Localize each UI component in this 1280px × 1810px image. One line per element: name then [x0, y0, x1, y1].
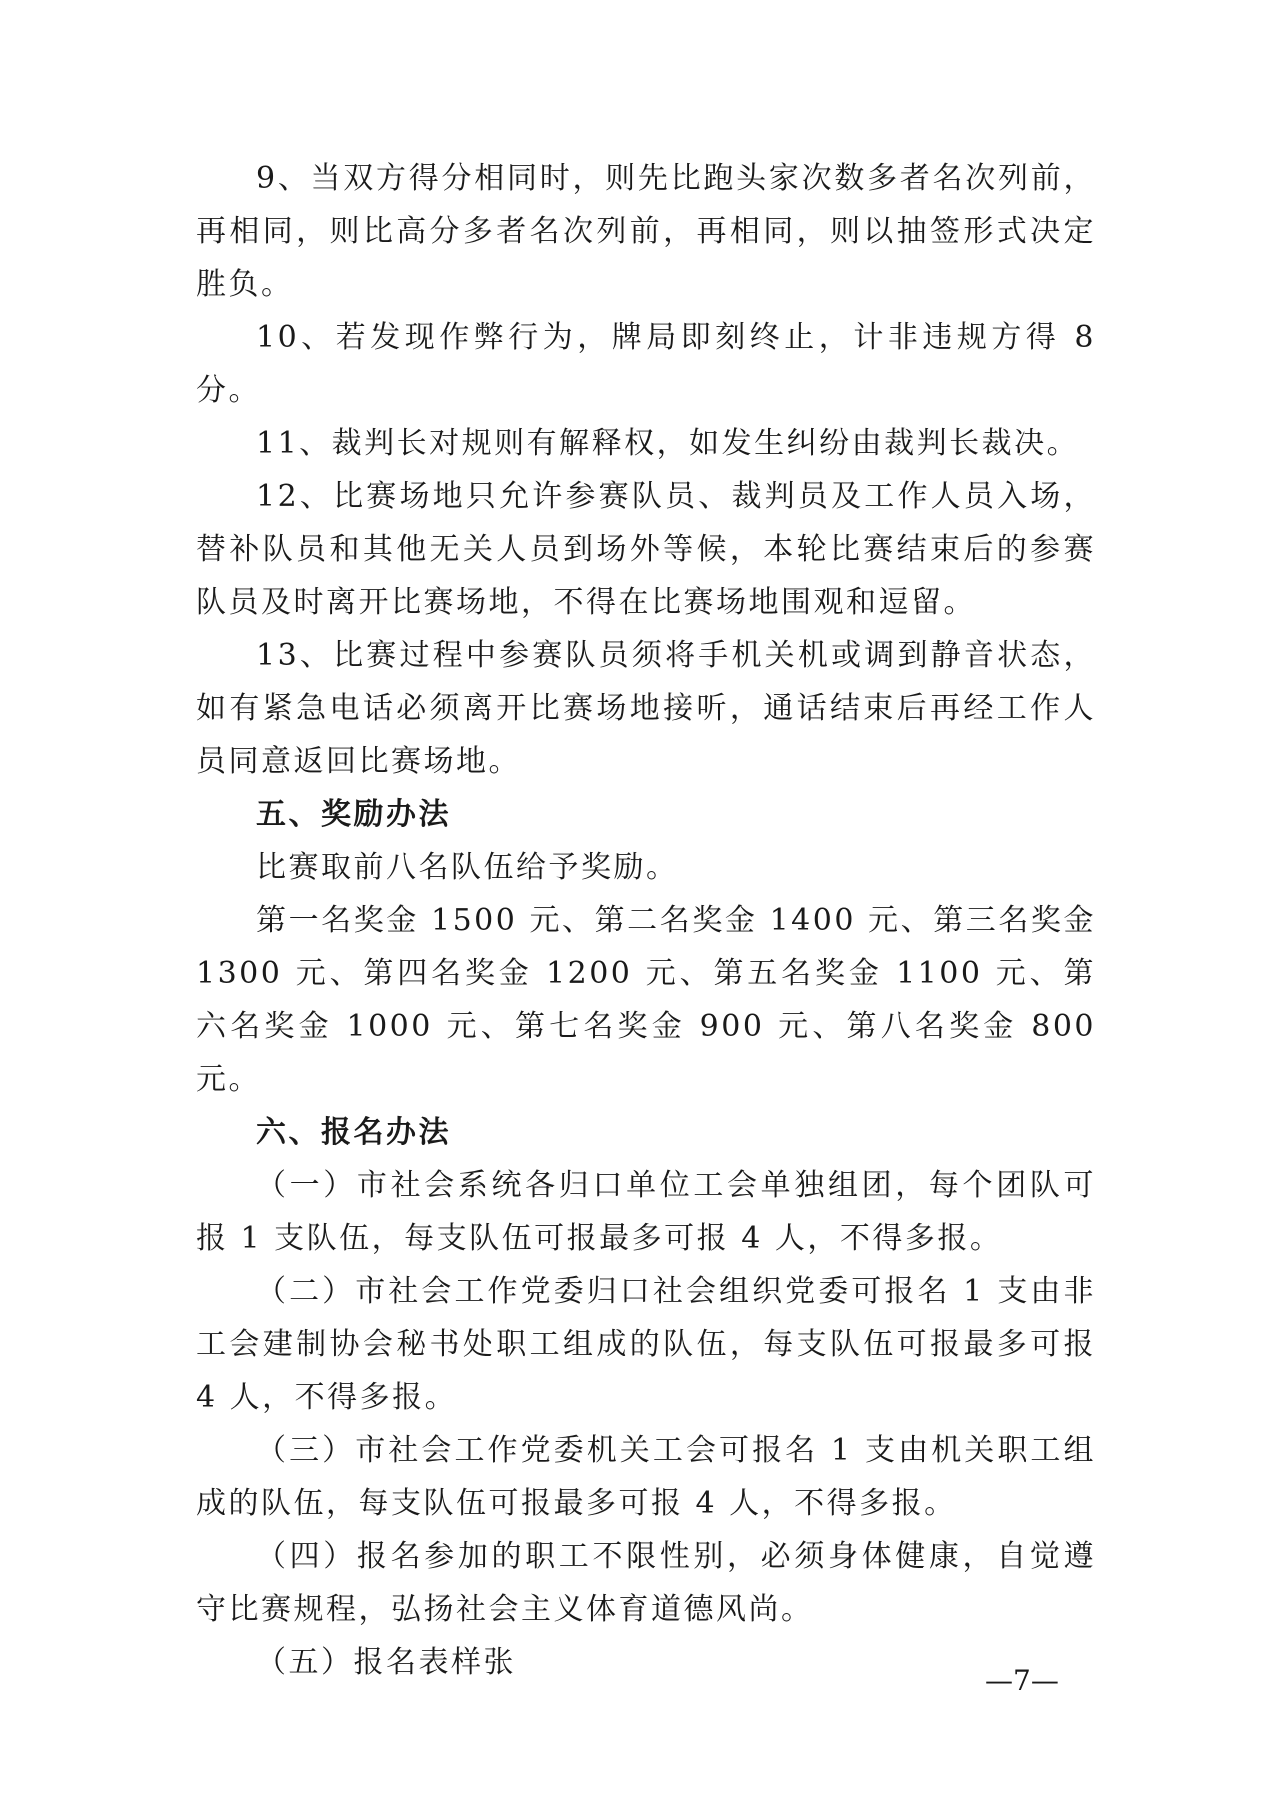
page-number: —7— — [985, 1664, 1059, 1697]
rule-12-paragraph: 12、比赛场地只允许参赛队员、裁判员及工作人员入场，替补队员和其他无关人员到场外等候，本轮比赛结束后的参赛队员及时离开比赛场地，不得在比赛场地围观和逗留。 — [196, 479, 1096, 620]
rule-13-paragraph: 13、比赛过程中参赛队员须将手机关机或调到静音状态，如有紧急电话必须离开比赛场地接听，通话结束后再经工作人员同意返回比赛场地。 — [196, 638, 1096, 779]
section-6-item-4: （四）报名参加的职工不限性别，必须身体健康，自觉遵守比赛规程，弘扬社会主义体育道德风尚。 — [196, 1539, 1096, 1627]
section-6-item-3: （三）市社会工作党委机关工会可报名 1 支由机关职工组成的队伍，每支队伍可报最多可报 4 人，不得多报。 — [196, 1433, 1096, 1521]
section-5-intro: 比赛取前八名队伍给予奖励。 — [256, 850, 679, 885]
rule-11-paragraph: 11、裁判长对规则有解释权，如发生纠纷由裁判长裁决。 — [256, 426, 1080, 461]
section-5-prizes: 第一名奖金 1500 元、第二名奖金 1400 元、第三名奖金 1300 元、第四名奖金 1200 元、第五名奖金 1100 元、第六名奖金 1000 元、第七名奖金 900 元、第八名奖金 800 元。 — [196, 903, 1096, 1097]
section-5-heading: 五、奖励办法 — [256, 797, 451, 832]
section-6-item-2: （二）市社会工作党委归口社会组织党委可报名 1 支由非工会建制协会秘书处职工组成的队伍，每支队伍可报最多可报 4 人，不得多报。 — [196, 1274, 1096, 1415]
rule-9-paragraph: 9、当双方得分相同时，则先比跑头家次数多者名次列前，再相同，则比高分多者名次列前，再相同，则以抽签形式决定胜负。 — [196, 161, 1096, 302]
document-body — [196, 152, 1096, 1689]
section-6-item-1: （一）市社会系统各归口单位工会单独组团，每个团队可报 1 支队伍，每支队伍可报最多可报 4 人，不得多报。 — [196, 1168, 1096, 1256]
section-6-heading: 六、报名办法 — [256, 1115, 451, 1150]
rule-10-paragraph: 10、若发现作弊行为，牌局即刻终止，计非违规方得 8 分。 — [196, 320, 1096, 408]
section-6-item-5: （五）报名表样张 — [256, 1645, 516, 1680]
